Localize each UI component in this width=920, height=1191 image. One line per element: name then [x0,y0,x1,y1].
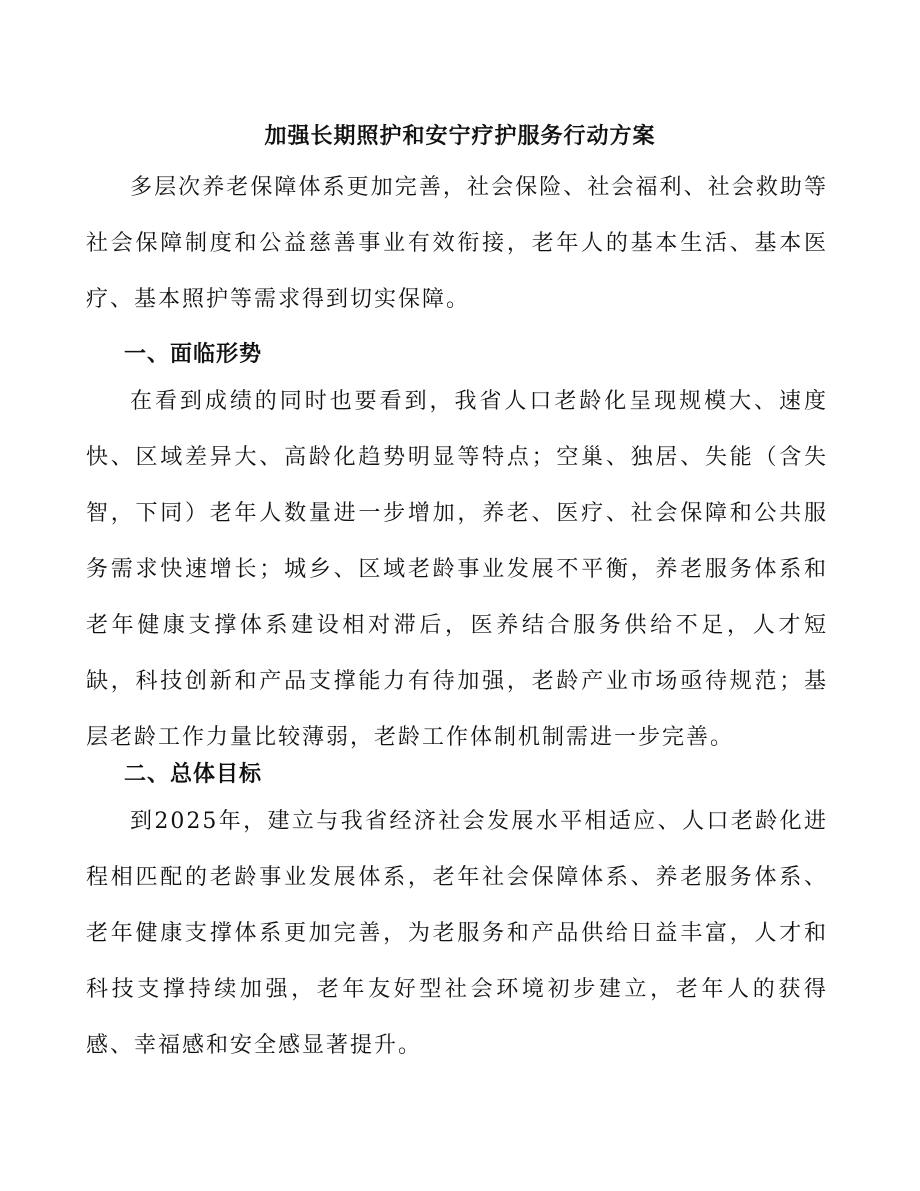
intro-paragraph: 多层次养老保障体系更加完善，社会保险、社会福利、社会救助等社会保障制度和公益慈善事业有效衔接，老年人的基本生活、基本医疗、基本照护等需求得到切实保障。 [86,175,828,312]
section-body-goals: 到2025年，建立与我省经济社会发展水平相适应、人口老龄化进程相匹配的老龄事业发展体系，老年社会保障体系、养老服务体系、老年健康支撑体系更加完善，为老服务和产品供给日益丰富，人才和科技支撑持续加强，老年友好型社会环境初步建立，老年人的获得感、幸福感和安全感显著提升。 [86,809,828,1058]
document-title: 加强长期照护和安宁疗护服务行动方案 [264,123,656,149]
section-heading-goals: 二、总体目标 [124,761,263,787]
section-heading-situation: 一、面临形势 [124,341,263,367]
section-body-situation: 在看到成绩的同时也要看到，我省人口老龄化呈现规模大、速度快、区域差异大、高龄化趋势明显等特点；空巢、独居、失能（含失智，下同）老年人数量进一步增加，养老、医疗、社会保障和公共服务需求快速增长；城乡、区域老龄事业发展不平衡，养老服务体系和老年健康支撑体系建设相对滞后，医养结合服务供给不足，人才短缺，科技创新和产品支撑能力有待加强，老龄产业市场亟待规范；基层老龄工作力量比较薄弱，老龄工作体制机制需进一步完善。 [86,389,828,750]
